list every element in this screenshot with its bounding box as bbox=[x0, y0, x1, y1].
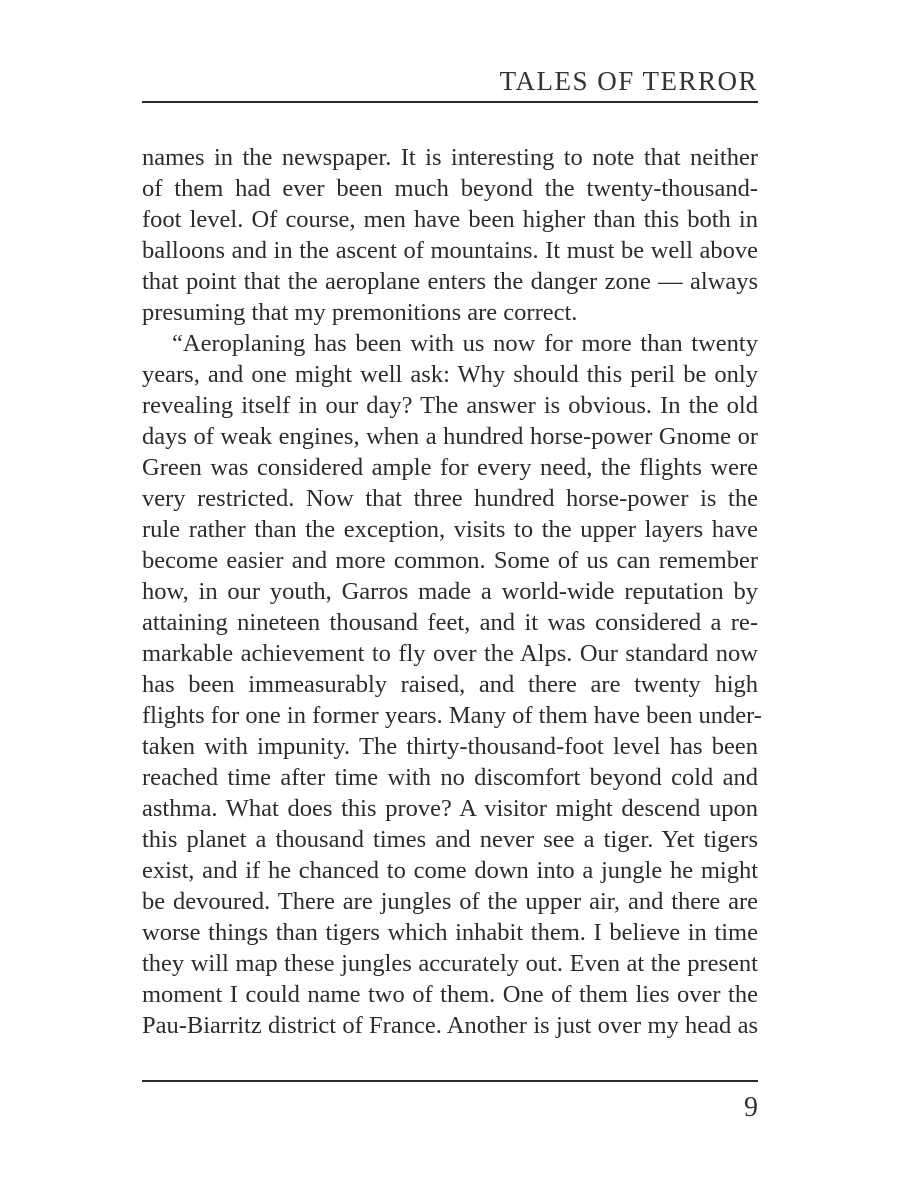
text-line: foot level. Of course, men have been higher than this both in bbox=[142, 206, 758, 233]
text-line: days of weak engines, when a hundred horse-power Gnome or bbox=[142, 423, 758, 450]
text-line: be devoured. There are jungles of the upper air, and there are bbox=[142, 888, 758, 915]
text-line: revealing itself in our day? The answer is obvious. In the old bbox=[142, 392, 758, 419]
text-line: rule rather than the exception, visits to the upper layers have bbox=[142, 516, 758, 543]
header-rule bbox=[142, 101, 758, 103]
text-line: markable achievement to fly over the Alps. Our standard now bbox=[142, 640, 758, 667]
text-line: taken with impunity. The thirty-thousand-foot level has been bbox=[142, 733, 758, 760]
text-line: worse things than tigers which inhabit them. I believe in time bbox=[142, 919, 758, 946]
text-line: moment I could name two of them. One of them lies over the bbox=[142, 981, 758, 1008]
text-line: become easier and more common. Some of us can remember bbox=[142, 547, 758, 574]
footer-rule bbox=[142, 1080, 758, 1082]
text-line: exist, and if he chanced to come down into a jungle he might bbox=[142, 857, 758, 884]
text-line: asthma. What does this prove? A visitor might descend upon bbox=[142, 795, 758, 822]
text-line: presuming that my premonitions are correct. bbox=[142, 299, 578, 326]
running-head-title: TALES OF TERROR bbox=[499, 66, 758, 96]
page-number: 9 bbox=[744, 1092, 758, 1123]
text-line: names in the newspaper. It is interesting to note that neither bbox=[142, 144, 758, 171]
text-line: has been immeasurably raised, and there are twenty high bbox=[142, 671, 758, 698]
text-line: how, in our youth, Garros made a world-wide reputation by bbox=[142, 578, 758, 605]
text-line: “Aeroplaning has been with us now for more than twenty bbox=[172, 330, 758, 357]
text-line: they will map these jungles accurately out. Even at the present bbox=[142, 950, 758, 977]
text-line: flights for one in former years. Many of them have been under- bbox=[142, 702, 762, 729]
text-line: Green was considered ample for every need, the flights were bbox=[142, 454, 758, 481]
text-line: Pau-Biarritz district of France. Another is just over my head as bbox=[142, 1012, 758, 1039]
text-line: years, and one might well ask: Why should this peril be only bbox=[142, 361, 758, 388]
text-line: that point that the aeroplane enters the danger zone — always bbox=[142, 268, 758, 295]
text-line: very restricted. Now that three hundred horse-power is the bbox=[142, 485, 758, 512]
text-line: balloons and in the ascent of mountains. It must be well above bbox=[142, 237, 758, 264]
text-line: reached time after time with no discomfort beyond cold and bbox=[142, 764, 758, 791]
text-line: attaining nineteen thousand feet, and it was considered a re- bbox=[142, 609, 758, 636]
body-text bbox=[142, 142, 762, 1041]
text-line: of them had ever been much beyond the twenty-thousand- bbox=[142, 175, 758, 202]
text-line: this planet a thousand times and never see a tiger. Yet tigers bbox=[142, 826, 758, 853]
